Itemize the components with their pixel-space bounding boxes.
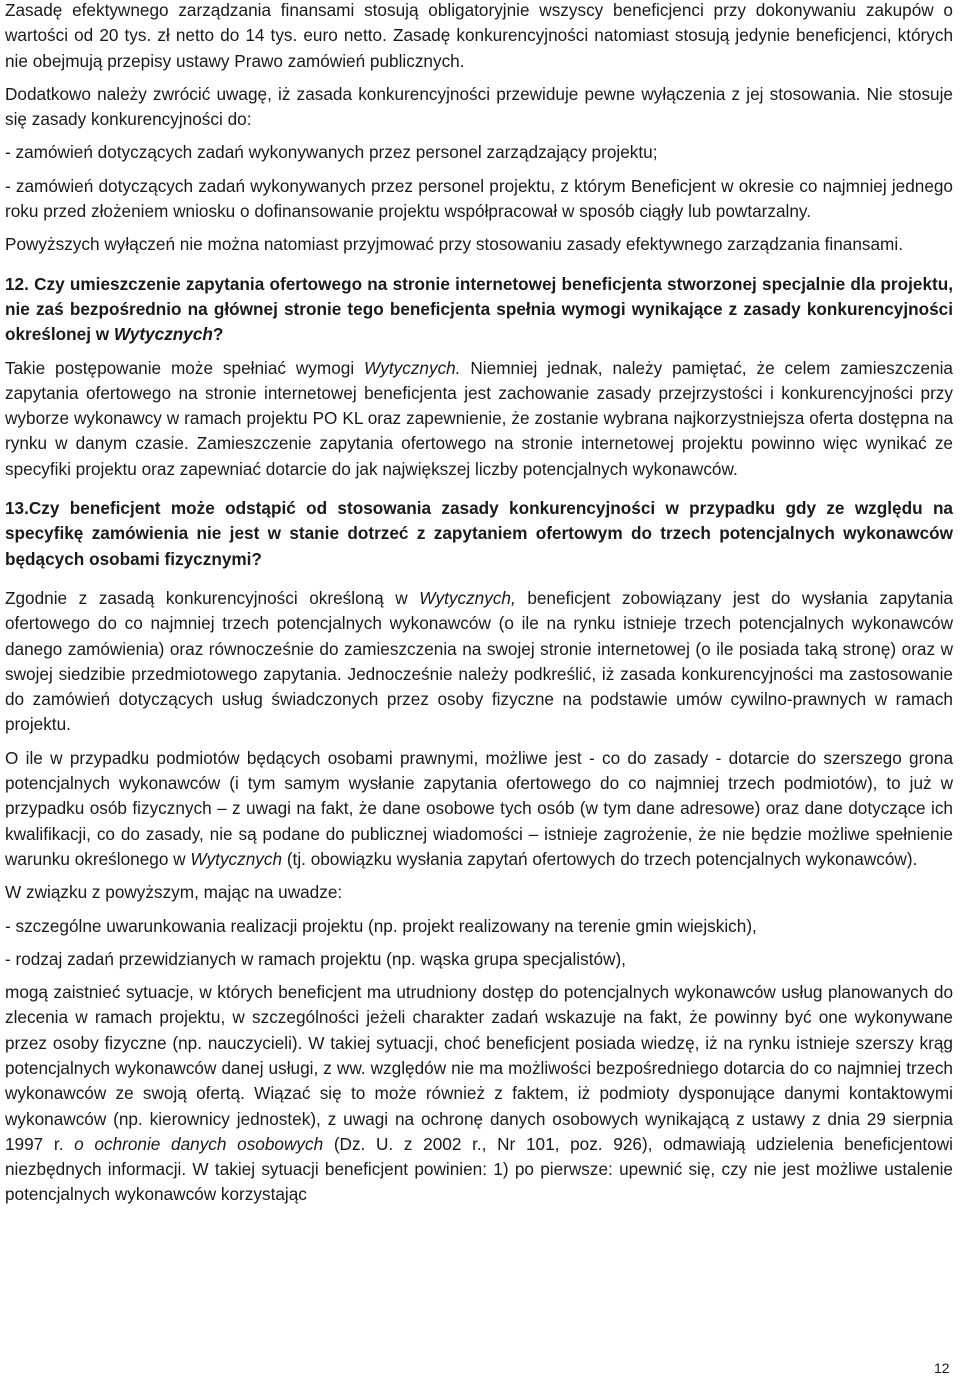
question-paragraph	[5, 496, 953, 572]
text-run: - zamówień dotyczących zadań wykonywanych przez personel zarządzający projektu;	[5, 142, 658, 163]
body-paragraph	[5, 586, 953, 738]
body-paragraph	[5, 914, 953, 939]
text-run: (Dz. U. z 2002 r., Nr 101, poz. 926), odmawiają udzielenia beneficjentowi niezbędnych informacji. W takiej sytuacji beneficjent powinien: 1) po pierwsze: upewnić się, czy nie jest możliwe ustalenie potencjalnych wykonawców korzystając	[5, 1133, 953, 1205]
text-run: Niemniej jednak, należy pamiętać, że celem zamieszczenia zapytania ofertowego na stronie internetowej beneficjenta jest zachowanie zasady przejrzystości i konkurencyjności przy wyborze wykonawcy w ramach projektu PO KL oraz zapewnienie, że zostanie wybrana najkorzystniejsza oferta dostępna na rynku w danym czasie. Zamieszczenie zapytania ofertowego na stronie internetowej projektu powinno więc wynikać ze specyfiki projektu oraz zapewniać dotarcie do jak największej liczby potencjalnych wykonawców.	[5, 357, 953, 479]
text-run: O ile w przypadku podmiotów będących osobami prawnymi, możliwe jest - co do zasady - dotarcie do szerszego grona potencjalnych wykonawców (i tym samym wysłanie zapytania ofertowego do co najmniej trzech podmiotów), to już w przypadku osób fizycznych – z uwagi na fakt, że dane osobowe tych osób (w tym dane adresowe) oraz dane dotyczące ich kwalifikacji, co do zasady, nie są podane do publicznej wiadomości – istnieje zagrożenie, że nie będzie możliwe spełnienie warunku określonego w	[5, 747, 953, 869]
text-run: - szczególne uwarunkowania realizacji projektu (np. projekt realizowany na terenie gmin wiejskich),	[5, 915, 757, 936]
body-paragraph	[5, 174, 953, 225]
italic-text: Wytycznych.	[364, 357, 461, 378]
body-paragraph	[5, 140, 953, 165]
text-run: 13.Czy beneficjent może odstąpić od stosowania zasady konkurencyjności w przypadku gdy ze względu na specyfikę zamówienia nie jest w stanie dotrzeć z zapytaniem ofertowym do trzech potencjalnych wykonawców będących osobami fizycznymi?	[5, 498, 953, 569]
body-paragraph	[5, 82, 953, 133]
body-paragraph	[5, 947, 953, 972]
text-run: W związku z powyższym, mając na uwadze:	[5, 882, 343, 903]
text-run: ?	[212, 324, 224, 345]
question-paragraph	[5, 272, 953, 348]
text-run: (tj. obowiązku wysłania zapytań ofertowych do trzech potencjalnych wykonawców).	[282, 848, 918, 869]
text-run: Zgodnie z zasadą konkurencyjności określoną w	[5, 587, 420, 608]
page-number: 12	[934, 1360, 950, 1376]
text-run: mogą zaistnieć sytuacje, w których beneficjent ma utrudniony dostęp do potencjalnych wykonawców usług planowanych do zlecenia w ramach projektu, w szczególności jeżeli charakter zadań wskazuje na fakt, że powinny być one wykonywane przez osoby fizyczne (np. nauczycieli). W takiej sytuacji, choć beneficjent posiada wiedzę, iż na rynku istnieje szerszy krąg potencjalnych wykonawców danej usługi, z ww. względów nie ma możliwości bezpośredniego dotarcia do co najmniej trzech wykonawców ze swoją ofertą. Wiązać się to może również z faktem, iż podmioty dysponujące danymi kontaktowymi wykonawców (np. kierownicy jednostek), z uwagi na ochronę danych osobowych wynikającą z ustawy z dnia 29 sierpnia 1997 r.	[5, 982, 953, 1154]
text-run: Dodatkowo należy zwrócić uwagę, iż zasada konkurencyjności przewiduje pewne wyłączenia z jej stosowania. Nie stosuje się zasady konkurencyjności do:	[5, 83, 953, 130]
body-paragraph	[5, 980, 953, 1208]
text-run: Zasadę efektywnego zarządzania finansami stosują obligatoryjnie wszyscy beneficjenci przy dokonywaniu zakupów o wartości od 20 tys. zł netto do 14 tys. euro netto. Zasadę konkurencyjności natomiast stosują jedynie beneficjenci, których nie obejmują przepisy ustawy Prawo zamówień publicznych.	[5, 0, 953, 71]
body-paragraph	[5, 746, 953, 872]
body-paragraph	[5, 0, 953, 74]
text-run: Powyższych wyłączeń nie można natomiast przyjmować przy stosowaniu zasady efektywnego zarządzania finansami.	[5, 234, 903, 255]
text-run: Takie postępowanie może spełniać wymogi	[5, 357, 365, 378]
italic-text: Wytycznych,	[419, 587, 516, 608]
body-paragraph	[5, 880, 953, 905]
italic-text: o ochronie danych osobowych	[74, 1133, 324, 1154]
italic-text: Wytycznych	[190, 848, 283, 869]
document-page	[5, 0, 953, 1216]
body-paragraph	[5, 232, 953, 257]
text-run: 12. Czy umieszczenie zapytania ofertowego na stronie internetowej beneficjenta stworzonej specjalnie dla projektu, nie zaś bezpośrednio na głównej stronie tego beneficjenta spełnia wymogi wynikające z zasady konkurencyjności określonej w	[5, 273, 953, 345]
text-run: - zamówień dotyczących zadań wykonywanych przez personel projektu, z którym Beneficjent w okresie co najmniej jednego roku przed złożeniem wniosku o dofinansowanie projektu współpracował w sposób ciągły lub powtarzalny.	[5, 175, 953, 222]
text-run: - rodzaj zadań przewidzianych w ramach projektu (np. wąska grupa specjalistów),	[5, 948, 626, 969]
body-paragraph	[5, 356, 953, 482]
text-run: beneficjent zobowiązany jest do wysłania zapytania ofertowego do co najmniej trzech potencjalnych wykonawców (o ile na rynku istnieje trzech potencjalnych wykonawców danego zamówienia) oraz równocześnie do zamieszczenia na swojej stronie internetowej (o ile posiada taką stronę) oraz w swojej siedzibie przedmiotowego zapytania. Jednocześnie należy podkreślić, iż zasada konkurencyjności ma zastosowanie do zamówień dotyczących usług świadczonych przez osoby fizyczne na podstawie umów cywilno-prawnych w ramach projektu.	[5, 587, 953, 735]
italic-text: Wytycznych	[113, 324, 213, 345]
